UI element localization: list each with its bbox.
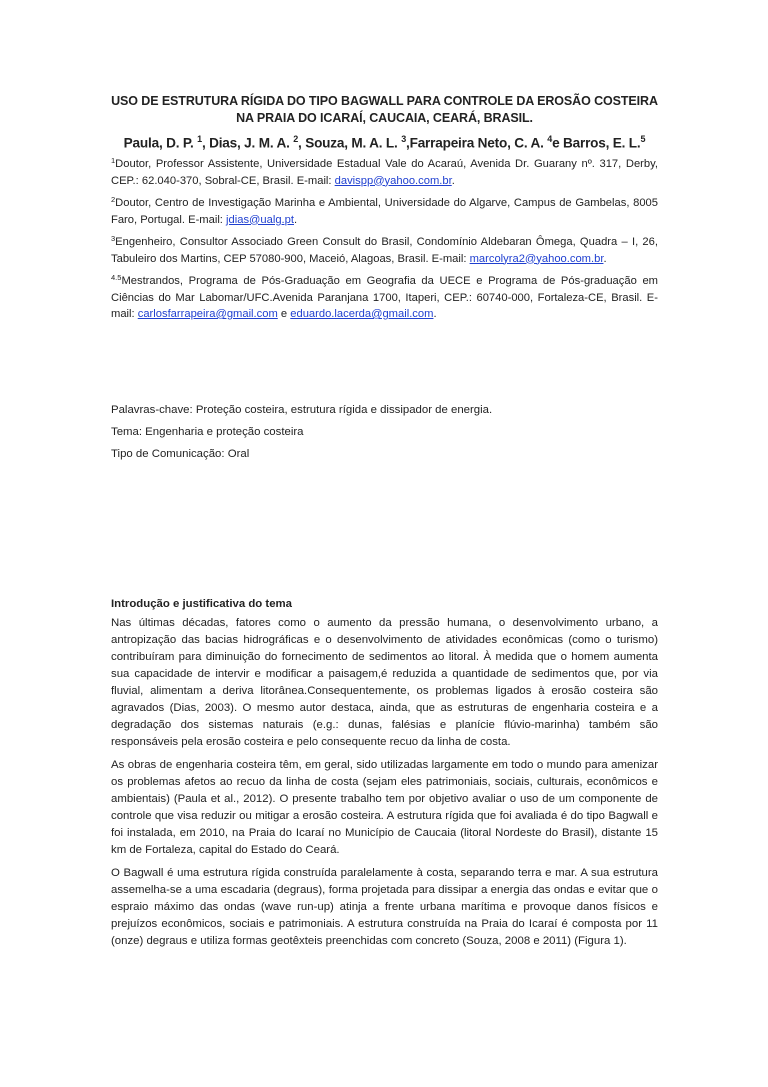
email-link[interactable]: jdias@ualg.pt bbox=[226, 213, 294, 226]
author-affiliation-mark: 4 bbox=[547, 134, 553, 144]
affiliation-tail: . bbox=[294, 213, 298, 226]
author-name: Dias, J. M. A. bbox=[209, 135, 294, 151]
author-affiliation-mark: 1 bbox=[197, 134, 202, 144]
affiliation-item bbox=[111, 273, 658, 323]
affiliation-tail: . bbox=[603, 252, 607, 265]
author-line bbox=[108, 131, 661, 152]
paper-title: USO DE ESTRUTURA RÍGIDA DO TIPO BAGWALL PARA CONTROLE DA EROSÃO COSTEIRA NA PRAIA DO ICARAÍ, CAUCAIA, CEARÁ, BRASIL. bbox=[111, 94, 658, 125]
affiliation-text: Doutor, Centro de Investigação Marinha e Ambiental, Universidade do Algarve, Campus de Gambelas, 8005 Faro, Portugal. E-mail: bbox=[111, 197, 658, 226]
affiliation-text: Engenheiro, Consultor Associado Green Consult do Brasil, Condomínio Aldebaran Ômega, Quadra – I, 26, Tabuleiro dos Martins, CEP 57080-900, Maceió, Alagoas, Brasil. E-mail: bbox=[111, 236, 658, 265]
author-affiliation-mark: 2 bbox=[293, 134, 299, 144]
affiliation-item bbox=[111, 156, 658, 189]
affiliation-text: Doutor, Professor Assistente, Universidade Estadual Vale do Acaraú, Avenida Dr. Guarany nº. 317, Derby, CEP.: 62.040-370, Sobral-CE, Brasil. E-mail: bbox=[111, 158, 658, 187]
author-name: Paula, D. P. bbox=[123, 135, 198, 151]
author-affiliation-mark: 3 bbox=[401, 134, 407, 144]
section-heading: Introdução e justificativa do tema bbox=[111, 598, 293, 610]
affiliation-text: Mestrandos, Programa de Pós-Graduação em Geografia da UECE e Programa de Pós-graduação em Ciências do Mar Labomar/UFC.Avenida Paranjana 1700, Itaperi, CEP.: 60740-000, Fortaleza-CE, Brasil. E-mail: bbox=[111, 275, 658, 320]
affiliation-item bbox=[111, 234, 658, 267]
theme: Tema: Engenharia e proteção costeira bbox=[111, 426, 304, 438]
communication-type: Tipo de Comunicação: Oral bbox=[111, 448, 250, 460]
affiliation-mark: 1 bbox=[111, 156, 116, 165]
paragraph: O Bagwall é uma estrutura rígida construída paralelamente à costa, separando terra e mar. A sua estrutura assemelha-se a uma escadaria (degraus), forma projetada para dissipar a energia das ondas e evitar que o espraio máximo das ondas (wave run-up) atinja a frente urbana marítima e provoque danos físicos e prejuízos econômicos, sociais e patrimoniais. A estrutura construída na Praia do Icaraí é composta por 11 (onze) degraus e utiliza formas geotêxteis preenchidas com concreto (Souza, 2008 e 2011) (Figura 1). bbox=[111, 867, 658, 947]
author-separator: , bbox=[406, 135, 410, 151]
body-section bbox=[111, 596, 658, 956]
keywords: Palavras-chave: Proteção costeira, estrutura rígida e dissipador de energia. bbox=[111, 404, 493, 416]
paragraph: Nas últimas décadas, fatores como o aumento da pressão humana, o desenvolvimento urbano, a antropização das bacias hidrográficas e o desenvolvimento de atividades econômicas (como o turismo) contribuíram para diminuição do fornecimento de sedimentos ao litoral. À medida que o homem aumenta sua capacidade de intervir e modificar a paisagem,é reduzida a quantidade de sedimentos que, por via fluvial, alimentam a deriva litorânea.Consequentemente, os problemas ligados à erosão costeira são agravados (Dias, 2003). O mesmo autor destaca, ainda, que as estruturas de engenharia costeira e a degradação dos sistemas naturais (e.g.: dunas, falésias e planície flúvio-marinha) também são responsáveis pela erosão costeira e pelo consequente recuo da linha de costa. bbox=[111, 617, 658, 748]
affiliation-tail: . bbox=[451, 174, 455, 187]
email-link[interactable]: davispp@yahoo.com.br bbox=[334, 174, 452, 187]
author-separator: , bbox=[298, 135, 306, 151]
paragraph: As obras de engenharia costeira têm, em geral, sido utilizadas largamente em todo o mundo para amenizar os problemas afetos ao recuo da linha de costa (sejam eles patrimoniais, sociais, culturais, econômicos e ambientais) (Paula et al., 2012). O presente trabalho tem por objetivo avaliar o uso de um componente de controle que visa reduzir ou mitigar a erosão costeira. A estrutura rígida que foi avaliada é do tipo Bagwall e foi instalada, em 2010, na Praia do Icaraí no Município de Caucaia (litoral Nordeste do Brasil), distante 15 km de Fortaleza, capital do Estado do Ceará. bbox=[111, 759, 658, 856]
author-name: e Barros, E. L. bbox=[552, 135, 641, 151]
email-link[interactable]: eduardo.lacerda@gmail.com bbox=[290, 308, 434, 320]
author-name: Farrapeira Neto, C. A. bbox=[409, 135, 548, 151]
affiliation-tail: . bbox=[433, 308, 437, 320]
email-link[interactable]: marcolyra2@yahoo.com.br bbox=[469, 252, 604, 265]
affiliations bbox=[111, 156, 658, 329]
metadata-block bbox=[111, 402, 658, 468]
email-link[interactable]: carlosfarrapeira@gmail.com bbox=[137, 308, 278, 320]
affiliation-mark: 3 bbox=[111, 234, 116, 243]
email-joiner: e bbox=[277, 308, 291, 320]
author-affiliation-mark: 5 bbox=[640, 134, 646, 144]
author-separator: , bbox=[201, 135, 210, 151]
affiliation-mark: 4.5 bbox=[111, 273, 122, 282]
affiliation-item bbox=[111, 195, 658, 228]
author-name: Souza, M. A. L. bbox=[305, 135, 402, 151]
affiliation-mark: 2 bbox=[111, 195, 116, 204]
